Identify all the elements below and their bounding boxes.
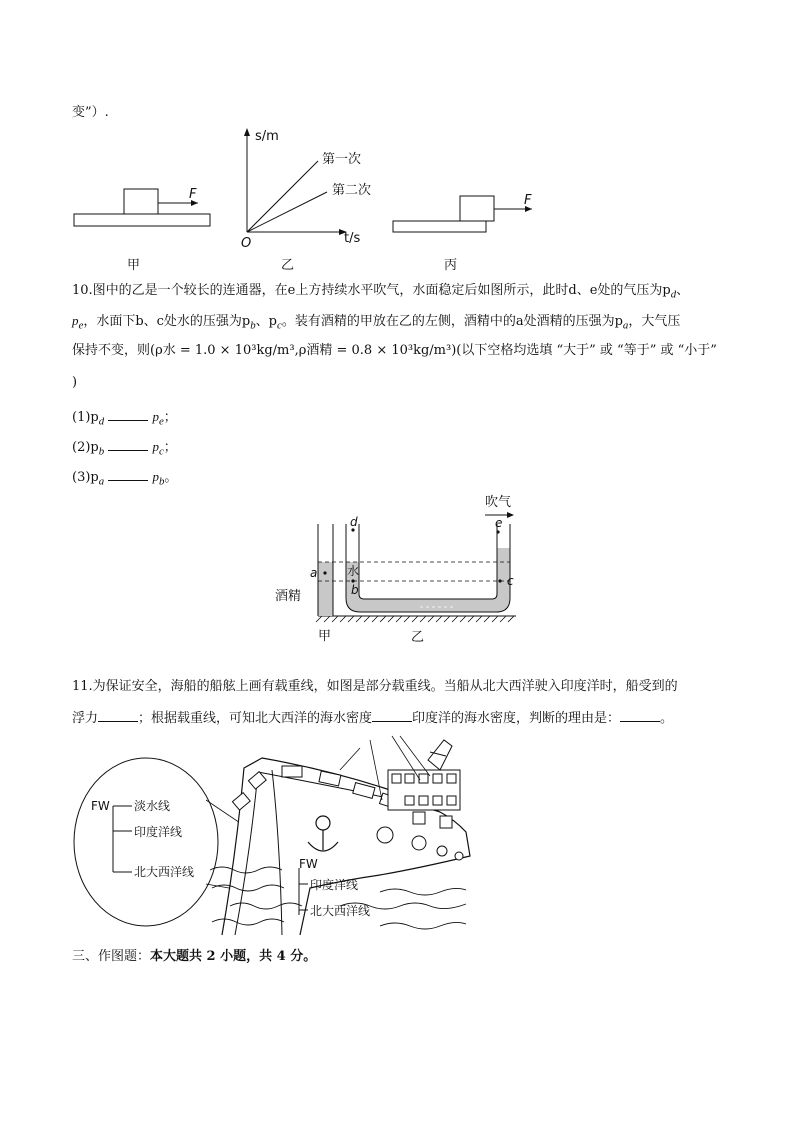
inset-fw: FW bbox=[91, 799, 110, 813]
alcohol-label: 酒精 bbox=[275, 589, 302, 604]
point-e: e bbox=[495, 516, 503, 530]
q10-line3: 保持不变，则(ρ水 = 1.0 × 10³kg/m³,ρ酒精 = 0.8 × 10³kg/m³)(以下空格均选填 “大于” 或 “等于” 或 “小于” bbox=[72, 343, 717, 358]
inset-circle bbox=[74, 758, 218, 926]
jia-force-label: F bbox=[189, 187, 197, 202]
y-axis-label: s/m bbox=[255, 129, 279, 144]
point-d: d bbox=[350, 515, 358, 529]
q10-sub1: $(1)p_d$ $p_e$； bbox=[72, 409, 177, 428]
second-label: 第二次 bbox=[332, 183, 372, 198]
first-label: 第一次 bbox=[322, 152, 362, 167]
q10-line1: 10.图中的乙是一个较长的连通器，在e上方持续水平吹气，水面稳定后如图所示，此时d、e处的气压为$p_d$、 bbox=[72, 283, 690, 301]
point-c: c bbox=[507, 574, 514, 588]
water-label: 水 bbox=[347, 564, 360, 578]
section-3-heading: 三、作图题：本大题共 2 小题，共 4 分。 bbox=[72, 949, 317, 964]
q11-line1: 11.为保证安全，海船的船舷上画有载重线，如图是部分载重线。当船从北大西洋驶入印度洋时，船受到的 bbox=[72, 679, 678, 694]
q10-line2: $p_e$，水面下b、c处水的压强为$p_b$、$p_c$。装有酒精的甲放在乙的左侧，酒精中的a处酒精的压强为$p_a$，大气压 bbox=[72, 313, 681, 332]
inset-fresh: 淡水线 bbox=[134, 799, 171, 813]
point-b: b bbox=[351, 583, 359, 597]
inset-north-atlantic: 北大西洋线 bbox=[134, 865, 195, 879]
bing-force-label: F bbox=[524, 193, 532, 208]
q10-line4: ) bbox=[72, 375, 78, 390]
caption-jia: 甲 bbox=[127, 258, 141, 273]
point-a: a bbox=[310, 566, 318, 580]
jia-label: 甲 bbox=[318, 629, 332, 644]
top-fragment: 变”）. bbox=[72, 105, 109, 120]
yi-label: 乙 bbox=[411, 630, 425, 645]
q10-sub3: $(3)p_a$ $p_b$。 bbox=[72, 469, 178, 488]
blow-label: 吹气 bbox=[485, 495, 512, 510]
caption-bing: 丙 bbox=[444, 258, 458, 273]
x-axis-label: t/s bbox=[344, 231, 361, 246]
hull-fw: FW bbox=[299, 857, 318, 871]
hull-indian: 印度洋线 bbox=[310, 878, 359, 892]
hull-north-atlantic: 北大西洋线 bbox=[310, 904, 371, 918]
origin-label: O bbox=[241, 236, 252, 251]
caption-yi: 乙 bbox=[281, 258, 295, 273]
q11-line2: 浮力 ；根据载重线，可知北大西洋的海水密度 印度洋的海水密度，判断的理由是： 。 bbox=[72, 711, 674, 726]
inset-indian: 印度洋线 bbox=[134, 825, 183, 839]
q10-sub2: $(2)p_b$ $p_c$； bbox=[72, 439, 177, 458]
